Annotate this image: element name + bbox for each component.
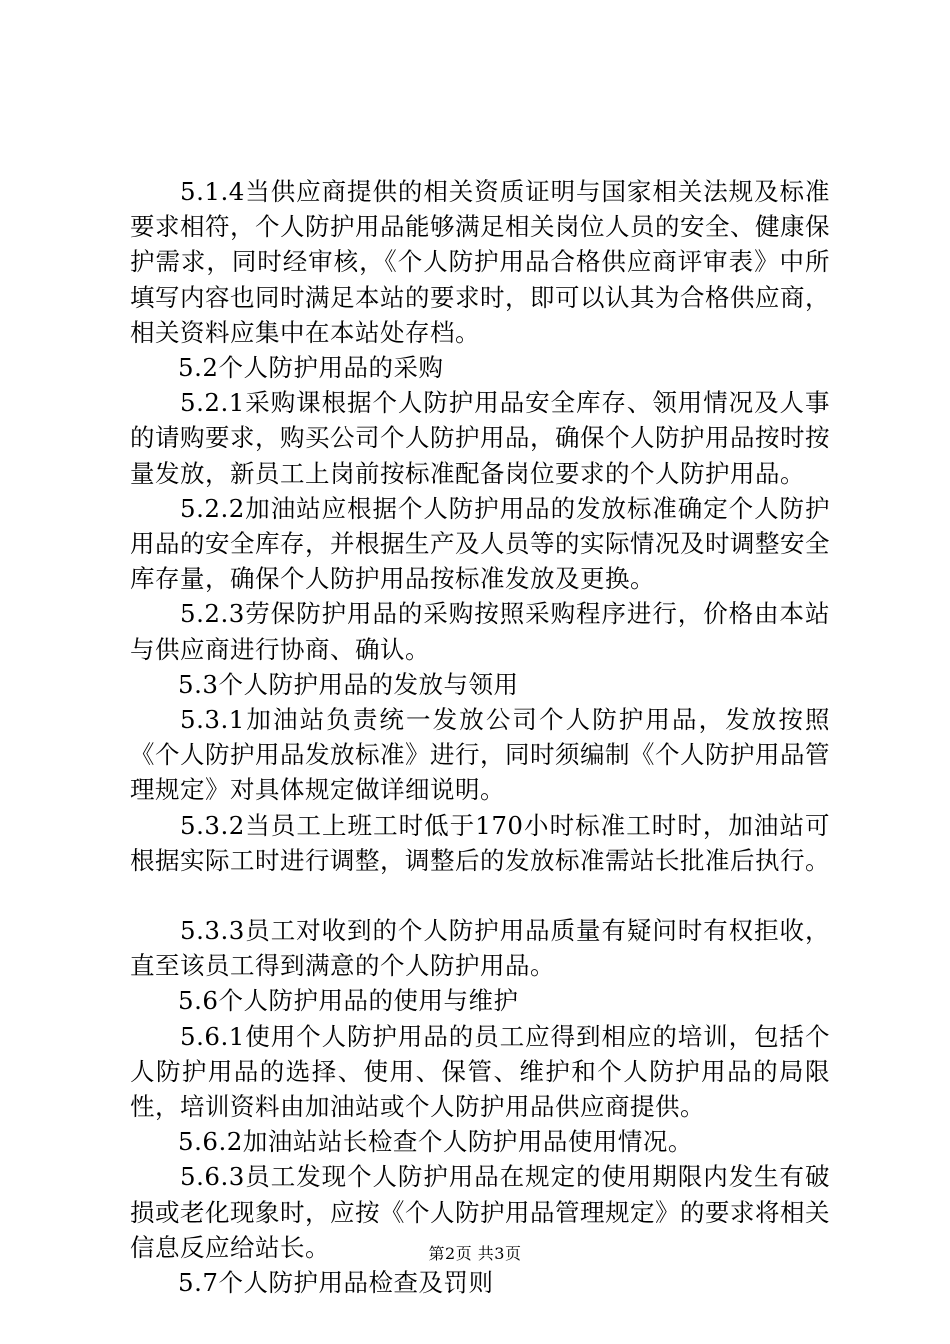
page-number-footer: 第2页 共3页 xyxy=(428,1244,522,1263)
document-body xyxy=(130,174,830,1300)
paragraph-spacer xyxy=(130,878,830,913)
paragraph-5-3-1: 5.3.1加油站负责统一发放公司个人防护用品，发放按照《个人防护用品发放标准》进行，同时须编制《个人防护用品管理规定》对具体规定做详细说明。 xyxy=(130,705,830,805)
section-heading-5-3: 5.3个人防护用品的发放与领用 xyxy=(178,669,519,699)
paragraph-5-6-1: 5.6.1使用个人防护用品的员工应得到相应的培训，包括个人防护用品的选择、使用、保管、维护和个人防护用品的局限性，培训资料由加油站或个人防护用品供应商提供。 xyxy=(130,1021,830,1122)
paragraph-5-6-3: 5.6.3员工发现个人防护用品在规定的使用期限内发生有破损或老化现象时，应按《个人防护用品管理规定》的要求将相关信息反应给站长。 xyxy=(130,1162,830,1262)
paragraph-5-3-2: 5.3.2当员工上班工时低于170小时标准工时时，加油站可根据实际工时进行调整，调整后的发放标准需站长批准后执行。 xyxy=(130,810,830,875)
section-heading-5-2: 5.2个人防护用品的采购 xyxy=(178,353,444,383)
paragraph-5-2-1: 5.2.1采购课根据个人防护用品安全库存、领用情况及人事的请购要求，购买公司个人防护用品，确保个人防护用品按时按量发放，新员工上岗前按标准配备岗位要求的个人防护用品。 xyxy=(130,388,830,488)
paragraph-5-2-3: 5.2.3劳保防护用品的采购按照采购程序进行，价格由本站与供应商进行协商、确认。 xyxy=(130,599,830,664)
paragraph-5-3-3: 5.3.3员工对收到的个人防护用品质量有疑问时有权拒收，直至该员工得到满意的个人防护用品。 xyxy=(130,916,830,981)
paragraph-5-1-4: 5.1.4当供应商提供的相关资质证明与国家相关法规及标准要求相符，个人防护用品能够满足相关岗位人员的安全、健康保护需求，同时经审核，《个人防护用品合格供应商评审表》中所填写内容也同时满足本站的要求时，即可以认其为合格供应商，相关资料应集中在本站处存档。 xyxy=(130,177,830,347)
paragraph-5-2-2: 5.2.2加油站应根据个人防护用品的发放标准确定个人防护用品的安全库存，并根据生产及人员等的实际情况及时调整安全库存量，确保个人防护用品按标准发放及更换。 xyxy=(130,493,830,594)
section-heading-5-6: 5.6个人防护用品的使用与维护 xyxy=(178,986,519,1016)
paragraph-5-6-2: 5.6.2加油站站长检查个人防护用品使用情况。 xyxy=(178,1127,693,1157)
section-heading-5-7: 5.7个人防护用品检查及罚则 xyxy=(178,1268,494,1298)
